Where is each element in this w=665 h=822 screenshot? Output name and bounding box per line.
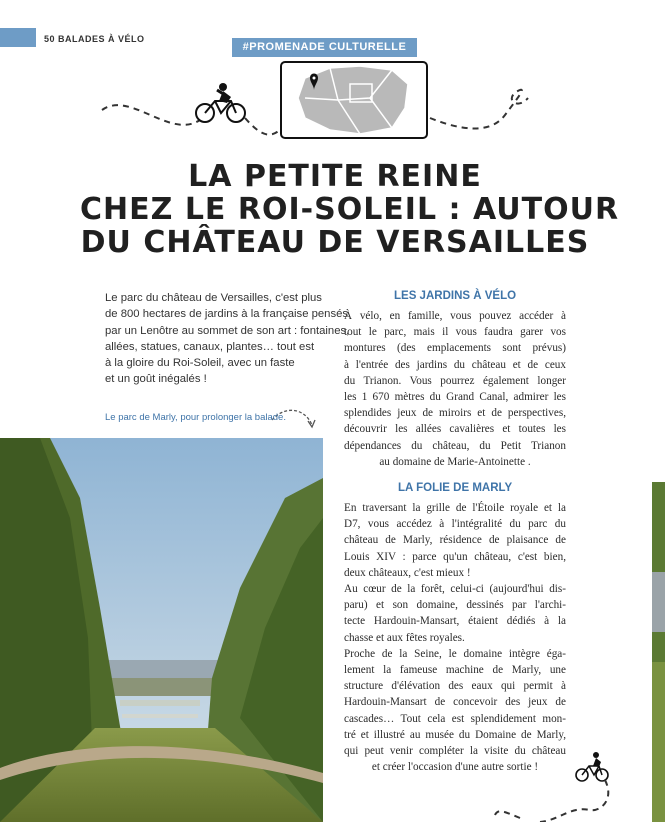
intro-line: à la gloire du Roi-Soleil, avec un faste: [105, 357, 295, 370]
cyclist-icon-bottom: [576, 752, 608, 781]
intro-line: de 800 hectares de jardins à la française pensés: [105, 308, 349, 321]
body-line: splendides jeux de miroirs et de perspectives,: [344, 407, 566, 420]
body-line: tecte Hardouin-Mansart, étaient dédiés à la: [344, 615, 566, 628]
body-line: D7, vous accédez à l'intégralité du parc du: [344, 518, 566, 531]
body-line: du Trianon. Vous pourrez également longer: [344, 374, 566, 387]
body-line: à l'entrée des jardins du château et de ceux: [344, 358, 566, 371]
body-line: et créer l'occasion d'une autre sortie !: [371, 761, 539, 774]
marly-park-photo: [0, 438, 323, 822]
body-line: lement la fameuse machine de Marly, une: [344, 664, 566, 677]
body-line: dépendances du château, du Petit Trianon: [344, 439, 566, 452]
intro-line: et un goût inégalés !: [105, 373, 207, 386]
title-line: LA PETITE REINE: [188, 159, 482, 194]
intro-paragraph: [105, 290, 350, 388]
ile-de-france-map-icon: [281, 62, 427, 138]
photo-caption: Le parc de Marly, pour prolonger la balade.: [105, 412, 286, 423]
category-tag: #PROMENADE CULTURELLE: [232, 38, 417, 57]
body-line: au domaine de Marie-Antoinette .: [379, 455, 531, 468]
running-head: 50 BALADES À VÉLO: [44, 34, 145, 44]
intro-line: allées, statues, canaux, plantes… tout est: [105, 340, 315, 353]
body-line: En traversant la grille de l'Étoile royale et la: [344, 502, 566, 514]
side-photo-strip: [652, 482, 665, 822]
body-line: tré et illustré au musée du Domaine de Marly,: [344, 728, 566, 741]
body-line: les 1 670 mètres du Grand Canal, admirer les: [344, 391, 566, 404]
body-line: chasse et aux fêtes royales.: [344, 631, 465, 644]
body-line: Louis XIV : parce qu'un château, c'est bien,: [344, 550, 566, 563]
body-line: tout le parc, mais il vous faudra garer vos: [344, 326, 566, 339]
body-line: découvrir les allées cavalières et toutes les: [344, 423, 566, 436]
intro-line: par un Lenôtre au sommet de son art : fontaines,: [105, 324, 350, 337]
section-body-marly: [344, 500, 566, 775]
title-line: DU CHÂTEAU DE VERSAILLES: [80, 225, 590, 260]
body-line: montures (des emplacements sont prévus): [344, 342, 566, 355]
article-title: [80, 159, 620, 260]
section-heading: LA FOLIE DE MARLY: [398, 482, 513, 494]
section-body-jardins: [344, 308, 566, 470]
body-line: Proche de la Seine, le domaine intègre éga-: [344, 647, 566, 660]
cyclist-icon: [196, 83, 245, 122]
intro-line: Le parc du château de Versailles, c'est plus: [105, 292, 322, 304]
body-line: structure d'élévation des eaux qui permit à: [344, 680, 566, 693]
body-line: À vélo, en famille, vous pouvez accéder à: [344, 310, 566, 322]
dashed-trail-bottom: [495, 780, 608, 822]
body-line: deux châteaux, c'est mieux !: [344, 566, 471, 579]
body-line: Hardouin-Mansart de concevoir des jeux de: [344, 696, 566, 709]
section-heading: LES JARDINS À VÉLO: [394, 290, 517, 302]
title-line: CHEZ LE ROI-SOLEIL : AUTOUR: [80, 192, 620, 227]
body-line: cascades… Tout cela est splendidement mon-: [344, 712, 566, 725]
body-line: qui peut venir compléter la visite du château: [344, 745, 566, 758]
body-line: paru) et son domaine, dessinés par l'archi-: [344, 599, 566, 612]
body-line: Au cœur de la forêt, celui-ci (aujourd'hui dis-: [344, 583, 566, 596]
body-line: château de Marly, résidence de plaisance de: [344, 534, 566, 547]
